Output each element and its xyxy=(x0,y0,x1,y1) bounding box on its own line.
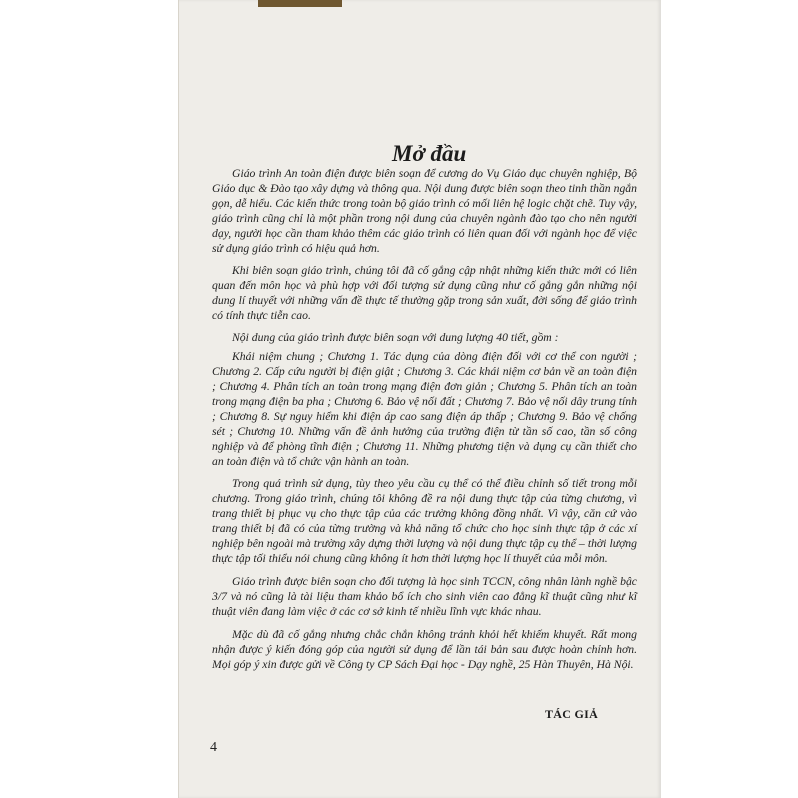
body-text xyxy=(212,166,637,680)
scan-background xyxy=(0,0,180,798)
paragraph-4: Khái niệm chung ; Chương 1. Tác dụng của dòng điện đối với cơ thể con người ; Chương 2. Cấp cứu người bị điện giật ; Chương 3. Các khái niệm cơ bản về an toàn điện ; Chương 4. Phân tích an toàn trong mạng điện đơn giản ; Chương 5. Phân tích an toàn trong mạng điện ba pha ; Chương 6. Bảo vệ nối đất ; Chương 7. Bảo vệ nối dây trung tính ; Chương 8. Sự nguy hiểm khi điện áp cao sang điện áp thấp ; Chương 9. Bảo vệ chống sét ; Chương 10. Những vấn đề ảnh hưởng của trường điện từ tần số cao, tần số công nghiệp và để phòng tĩnh điện ; Chương 11. Những phương tiện và dụng cụ cần thiết cho an toàn điện và tổ chức vận hành an toàn. xyxy=(212,350,637,468)
page-top-edge xyxy=(258,0,342,7)
page-number: 4 xyxy=(210,740,217,755)
author-signature: TÁC GIẢ xyxy=(545,707,599,721)
paragraph-7: Mặc dù đã cố gắng nhưng chắc chắn không tránh khỏi hết khiếm khuyết. Rất mong nhận được ý kiến đóng góp của người sử dụng để lần tái bản sau được hoàn chỉnh hơn. Mọi góp ý xin được gửi về Công ty CP Sách Đại học - Dạy nghề, 25 Hàn Thuyên, Hà Nội. xyxy=(212,628,637,671)
page-title: Mở đầu xyxy=(392,141,467,167)
paragraph-3: Nội dung của giáo trình được biên soạn với dung lượng 40 tiết, gồm : xyxy=(232,331,559,344)
paragraph-1: Giáo trình An toàn điện được biên soạn để cương do Vụ Giáo dục chuyên nghiệp, Bộ Giáo dục & Đào tạo xây dựng và thông qua. Nội dung được biên soạn theo tinh thần ngắn gọn, dễ hiểu. Các kiến thức trong toàn bộ giáo trình có mối liên hệ logic chặt chẽ. Tuy vậy, giáo trình cũng chỉ là một phần trong nội dung của chuyên ngành đào tạo cho nên người dạy, người học cần tham khảo thêm các giáo trình có liên quan đối với ngành học để việc sử dụng giáo trình có hiệu quả hơn. xyxy=(212,167,637,255)
paragraph-5: Trong quá trình sử dụng, tùy theo yêu cầu cụ thể có thể điều chỉnh số tiết trong mỗi chương. Trong giáo trình, chúng tôi không đề ra nội dung thực tập của từng chương, vì trang thiết bị phục vụ cho thực tập của các trường không đồng nhất. Vì vậy, căn cứ vào trang thiết bị đã có của từng trường và khả năng tổ chức cho học sinh thực tập ở các xí nghiệp bên ngoài mà trường xây dựng thời lượng và nội dung thực tập cụ thể – thời lượng thực tập tối thiểu nói chung cũng không ít hơn thời lượng học lí thuyết của mỗi môn. xyxy=(212,477,637,565)
paragraph-6: Giáo trình được biên soạn cho đối tượng là học sinh TCCN, công nhân lành nghề bậc 3/7 và nó cũng là tài liệu tham khảo bổ ích cho sinh viên cao đẳng kĩ thuật cũng như kĩ thuật viên đang làm việc ở các cơ sở kinh tế nhiều lĩnh vực khác nhau. xyxy=(212,575,637,618)
paragraph-2: Khi biên soạn giáo trình, chúng tôi đã cố gắng cập nhật những kiến thức mới có liên quan đến môn học và phù hợp với đối tượng sử dụng cũng như cố gắng gắn những nội dung lí thuyết với những vấn đề thực tế thường gặp trong sản xuất, đời sống để giáo trình có tính thực tiễn cao. xyxy=(212,264,637,322)
